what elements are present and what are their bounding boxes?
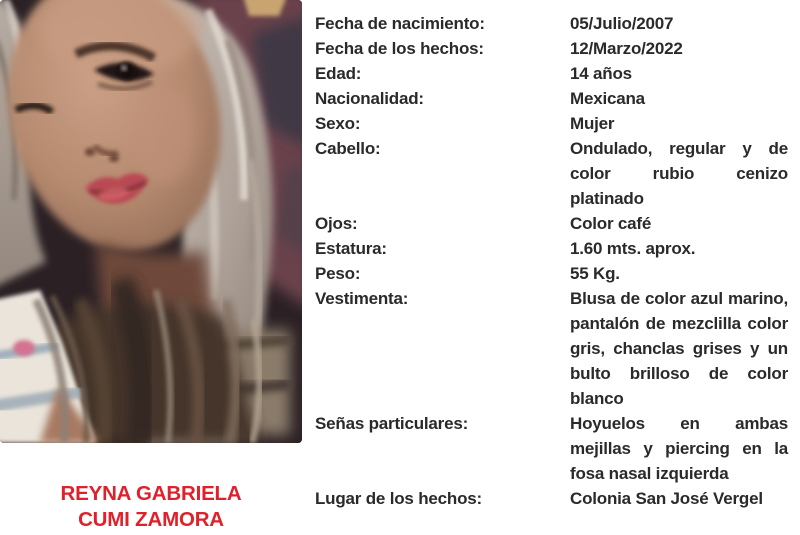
detail-label: Sexo: — [315, 114, 361, 133]
detail-value: 14 años — [570, 64, 632, 83]
detail-row-sexo — [315, 111, 793, 136]
detail-label: Señas particulares: — [315, 414, 469, 433]
detail-row-nacionalidad — [315, 86, 793, 111]
person-name-line1: REYNA GABRIELA — [60, 482, 242, 505]
detail-label: Cabello: — [315, 139, 381, 158]
detail-value: 55 Kg. — [570, 264, 620, 283]
detail-row-senas-particulares — [315, 411, 793, 486]
detail-label: Vestimenta: — [315, 289, 409, 308]
detail-label: Edad: — [315, 64, 362, 83]
missing-person-photo — [0, 0, 302, 443]
detail-row-estatura — [315, 236, 793, 261]
detail-value: Ondulado, regular y de color rubio cenizo platinado — [570, 139, 788, 208]
detail-row-vestimenta — [315, 286, 793, 411]
detail-row-edad — [315, 61, 793, 86]
detail-value: Hoyuelos en ambas mejillas y piercing en la fosa nasal izquierda — [570, 414, 788, 483]
detail-row-peso — [315, 261, 793, 286]
portrait-photo-illustration — [0, 0, 302, 443]
detail-value: 05/Julio/2007 — [570, 14, 674, 33]
detail-label: Lugar de los hechos: — [315, 489, 482, 508]
detail-row-cabello — [315, 136, 793, 211]
detail-row-fecha-nacimiento — [315, 11, 793, 36]
detail-row-fecha-hechos — [315, 36, 793, 61]
detail-value: Mujer — [570, 114, 615, 133]
detail-value: Mexicana — [570, 89, 645, 108]
detail-label: Peso: — [315, 264, 361, 283]
detail-value: Colonia San José Vergel — [570, 489, 763, 508]
detail-value: 1.60 mts. aprox. — [570, 239, 696, 258]
person-name-line2: CUMI ZAMORA — [78, 508, 224, 531]
detail-row-ojos — [315, 211, 793, 236]
detail-label: Fecha de los hechos: — [315, 39, 484, 58]
person-name — [0, 481, 302, 533]
detail-label: Estatura: — [315, 239, 387, 258]
details-list — [315, 11, 793, 511]
detail-label: Nacionalidad: — [315, 89, 424, 108]
detail-value: Color café — [570, 214, 652, 233]
detail-value: 12/Marzo/2022 — [570, 39, 683, 58]
detail-row-lugar-hechos — [315, 486, 793, 511]
detail-label: Ojos: — [315, 214, 358, 233]
detail-value: Blusa de color azul marino, pantalón de mezclilla color gris, chanclas grises y un bulto brilloso de color blanco — [570, 289, 788, 408]
detail-label: Fecha de nacimiento: — [315, 14, 485, 33]
